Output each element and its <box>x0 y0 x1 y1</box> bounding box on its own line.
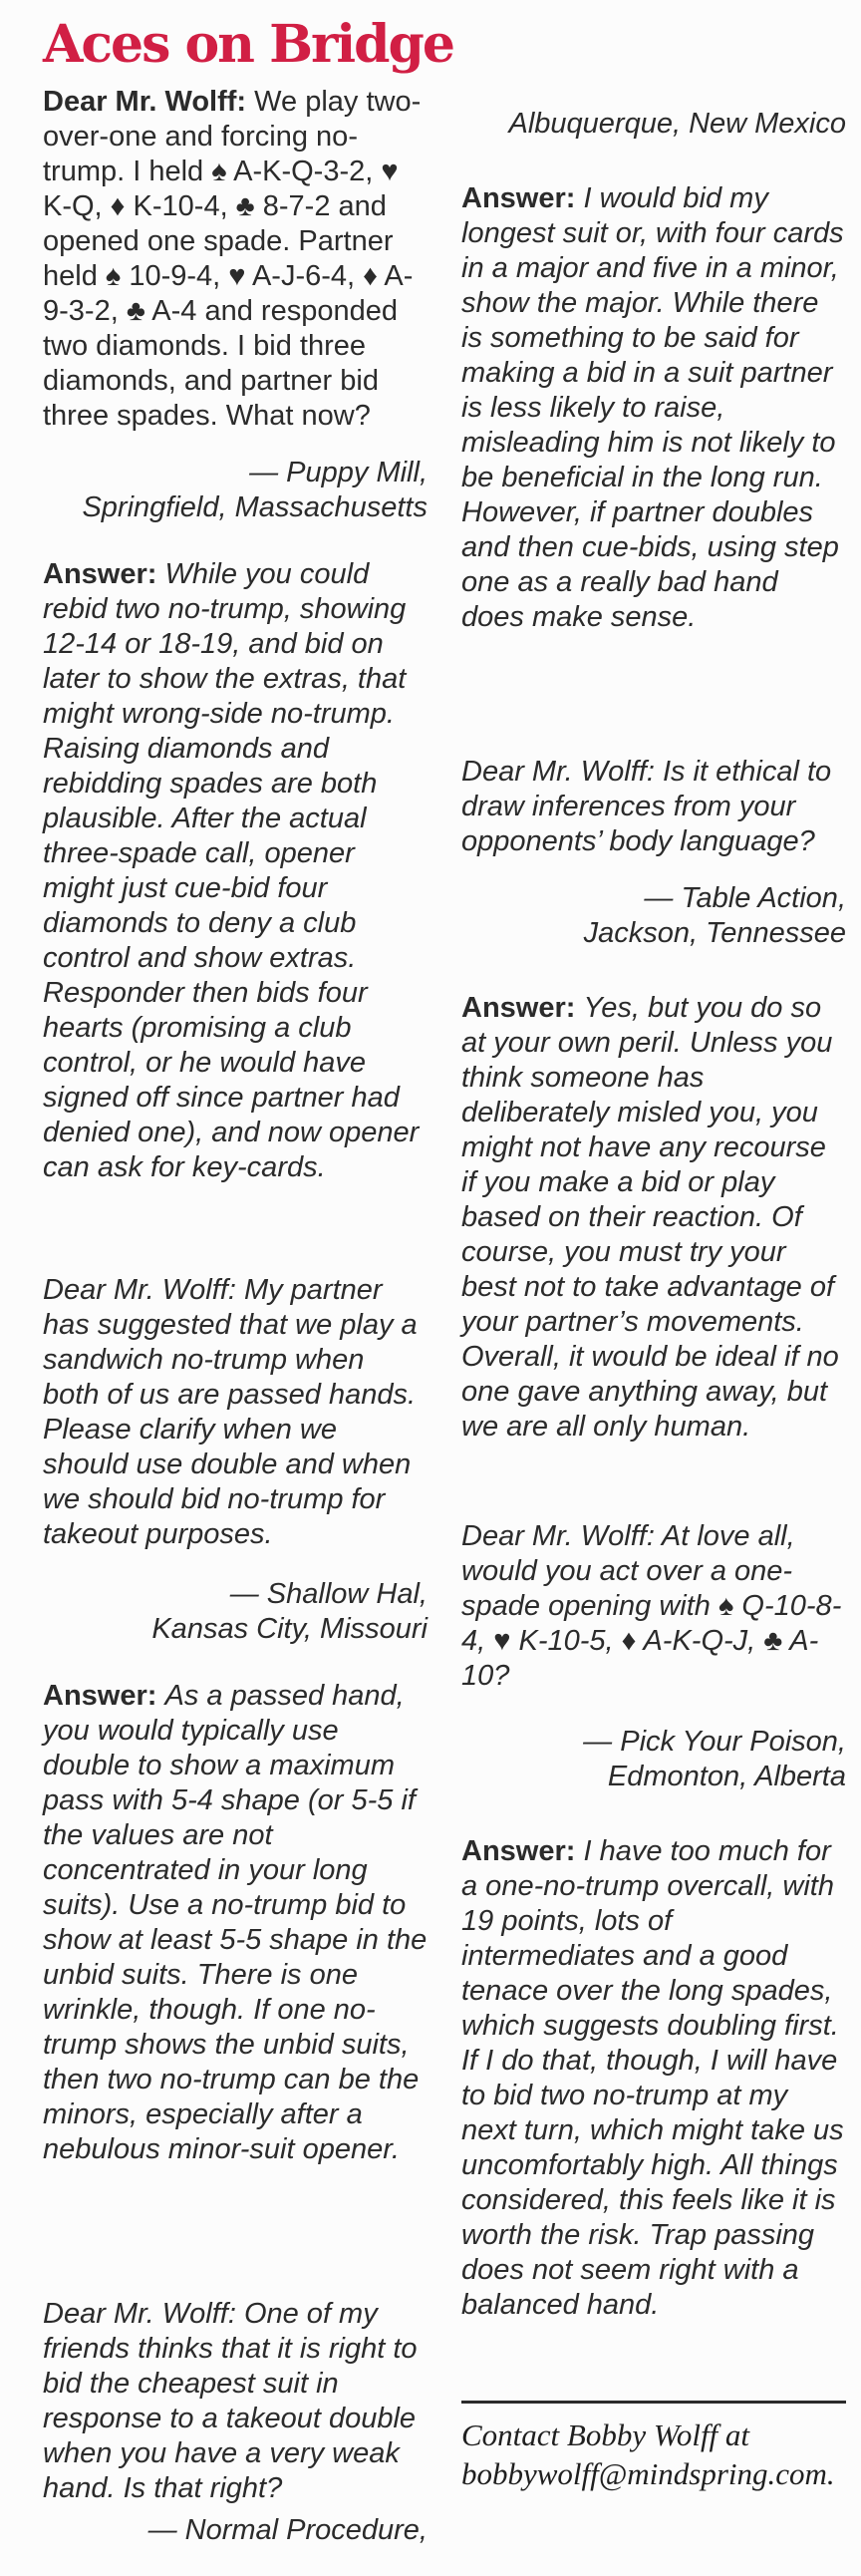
answer-paragraph <box>461 1834 846 2323</box>
question-text: We play two-over-one and forcing no-trump. I held ♠ A-K-Q-3-2, ♥ K-Q, ♦ K-10-4, ♣ 8-7-2 and opened one spade. Partner held ♠ 10-9-4, ♥ A-J-6-4, ♦ A-9-3-2, ♣ A-4 and responded two diamonds. I bid three diamonds, and partner bid three spades. What now? <box>43 85 422 432</box>
answer-text: I would bid my longest suit or, with four cards in a major and five in a minor, show the major. While there is something to be said for making a bid in a suit partner is less likely to raise, misleading him is not likely to be beneficial in the long run. However, if partner doubles and then cue-bids, using step one as a really bad hand does make sense. <box>461 181 844 633</box>
attribution-continued <box>461 107 846 142</box>
attribution <box>461 1725 846 1794</box>
attribution-name: — Table Action, <box>644 881 846 914</box>
answer-text: While you could rebid two no-trump, showing 12-14 or 18-19, and bid on later to show the extras, that might wrong-side no-trump. Raising diamonds and rebidding spades are both plausible. After the actual three-spade call, opener might just cue-bid four diamonds to deny a club control and show extras. Responder then bids four hearts (promising a club control, or he would have signed off since partner had denied one), and now opener can ask for key-cards. <box>43 557 420 1183</box>
answer-text: Yes, but you do so at your own peril. Unless you think someone has deliberately misled you, you might not have any recourse if you make a bid or play based on their reaction. Of course, you must try your best not to take advantage of your partner’s movements. Overall, it would be ideal if no one gave anything away, but we are all only human. <box>461 991 839 1443</box>
page-title: Aces on Bridge <box>43 14 453 75</box>
answer-paragraph <box>43 1679 428 2167</box>
column-layout <box>43 85 846 2548</box>
attribution <box>461 881 846 951</box>
attribution-name: — Normal Procedure, <box>147 2513 428 2546</box>
attribution-name: — Pick Your Poison, <box>583 1725 846 1758</box>
right-column <box>461 85 846 2548</box>
answer-paragraph <box>43 557 428 1185</box>
answer-text: I have too much for a one-no-trump overcall, with 19 points, lots of intermediates and a good tenace over the long spades, which suggests doubling first. If I do that, though, I will have to bid two no-trump at my next turn, which might take us uncomfortably high. All things considered, this feels like it is worth the risk. Trap passing does not seem right with a balanced hand. <box>461 1834 844 2321</box>
answer-text: As a passed hand, you would typically use double to show a maximum pass with 5-4 shape (or 5-5 if the values are not concentrated in your long suits). Use a no-trump bid to show at least 5-5 shape in the unbid suits. There is one wrinkle, though. If one no-trump shows the unbid suits, then two no-trump can be the minors, especially after a nebulous minor-suit opener. <box>43 1679 428 2165</box>
answer-lead: Answer: <box>461 181 576 214</box>
attribution-place: Albuquerque, New Mexico <box>508 107 846 140</box>
attribution-place: Kansas City, Missouri <box>151 1612 428 1645</box>
newspaper-clipping <box>0 14 861 2576</box>
answer-lead: Answer: <box>43 557 157 590</box>
contact-note: Contact Bobby Wolff at bobbywolff@mindspring.com. <box>461 2416 835 2491</box>
question-paragraph: Dear Mr. Wolff: One of my friends thinks that it is right to bid the cheapest suit in response to a takeout double when you have a very weak hand. Is that right? <box>43 2297 418 2504</box>
answer-lead: Answer: <box>461 991 576 1024</box>
attribution-name: — Shallow Hal, <box>229 1577 428 1610</box>
contact-section <box>461 2401 846 2493</box>
question-paragraph <box>43 85 428 434</box>
attribution-place: Jackson, Tennessee <box>583 916 846 949</box>
left-column <box>43 85 428 2548</box>
answer-paragraph <box>461 181 846 635</box>
attribution <box>43 2513 428 2548</box>
attribution-place: Springfield, Massachusetts <box>82 490 428 523</box>
attribution <box>43 456 428 525</box>
question-paragraph: Dear Mr. Wolff: My partner has suggested that we play a sandwich no-trump when both of us are passed hands. Please clarify when we should use double and when we should bid no-trump for takeout purposes. <box>43 1273 418 1550</box>
question-paragraph: Dear Mr. Wolff: Is it ethical to draw inferences from your opponents’ body language? <box>461 755 832 857</box>
question-lead: Dear Mr. Wolff: <box>43 85 247 118</box>
question-paragraph: Dear Mr. Wolff: At love all, would you act over a one-spade opening with ♠ Q-10-8-4, ♥ K-10-5, ♦ A-K-Q-J, ♣ A-10? <box>461 1519 842 1692</box>
masthead <box>43 14 845 75</box>
attribution-name: — Puppy Mill, <box>249 456 428 488</box>
answer-paragraph <box>461 991 846 1445</box>
attribution-place: Edmonton, Alberta <box>607 1760 846 1792</box>
answer-lead: Answer: <box>461 1834 576 1867</box>
attribution <box>43 1577 428 1647</box>
answer-lead: Answer: <box>43 1679 157 1712</box>
